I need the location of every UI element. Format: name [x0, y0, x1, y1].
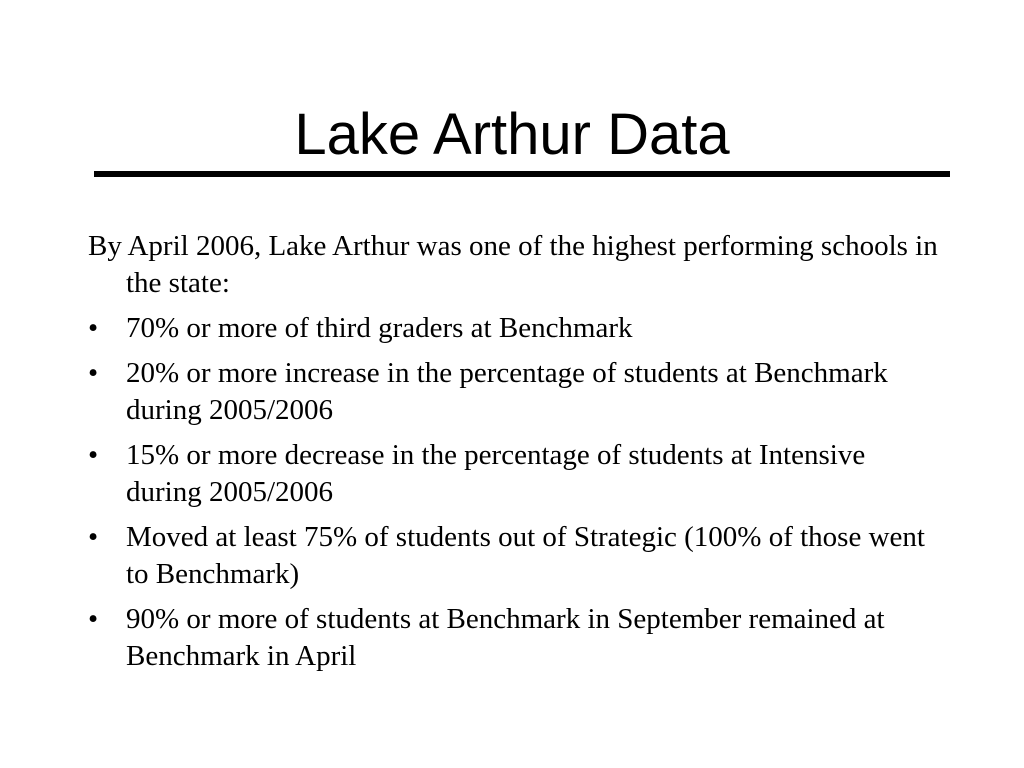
bullet-icon: •: [88, 603, 99, 635]
intro-text: By April 2006, Lake Arthur was one of the highest performing schools in the state:: [88, 230, 938, 299]
bullet-icon: •: [88, 439, 99, 471]
bullet-text: 90% or more of students at Benchmark in September remained at Benchmark in April: [126, 603, 885, 672]
bullet-icon: •: [88, 521, 99, 553]
bullet-item: [88, 355, 938, 429]
bullet-text: 70% or more of third graders at Benchmark: [126, 312, 633, 344]
slide-body: [88, 228, 938, 683]
bullet-item: [88, 519, 938, 593]
bullet-item: [88, 310, 938, 347]
bullet-list: [88, 310, 938, 675]
bullet-text: 20% or more increase in the percentage of students at Benchmark during 2005/2006: [126, 357, 888, 426]
bullet-item: [88, 601, 938, 675]
bullet-icon: •: [88, 312, 99, 344]
bullet-text: 15% or more decrease in the percentage of students at Intensive during 2005/2006: [126, 439, 866, 508]
title-underline: [94, 171, 950, 177]
bullet-icon: •: [88, 357, 99, 389]
bullet-item: [88, 437, 938, 511]
bullet-text: Moved at least 75% of students out of Strategic (100% of those went to Benchmark): [126, 521, 925, 590]
slide-title: Lake Arthur Data: [294, 102, 730, 167]
